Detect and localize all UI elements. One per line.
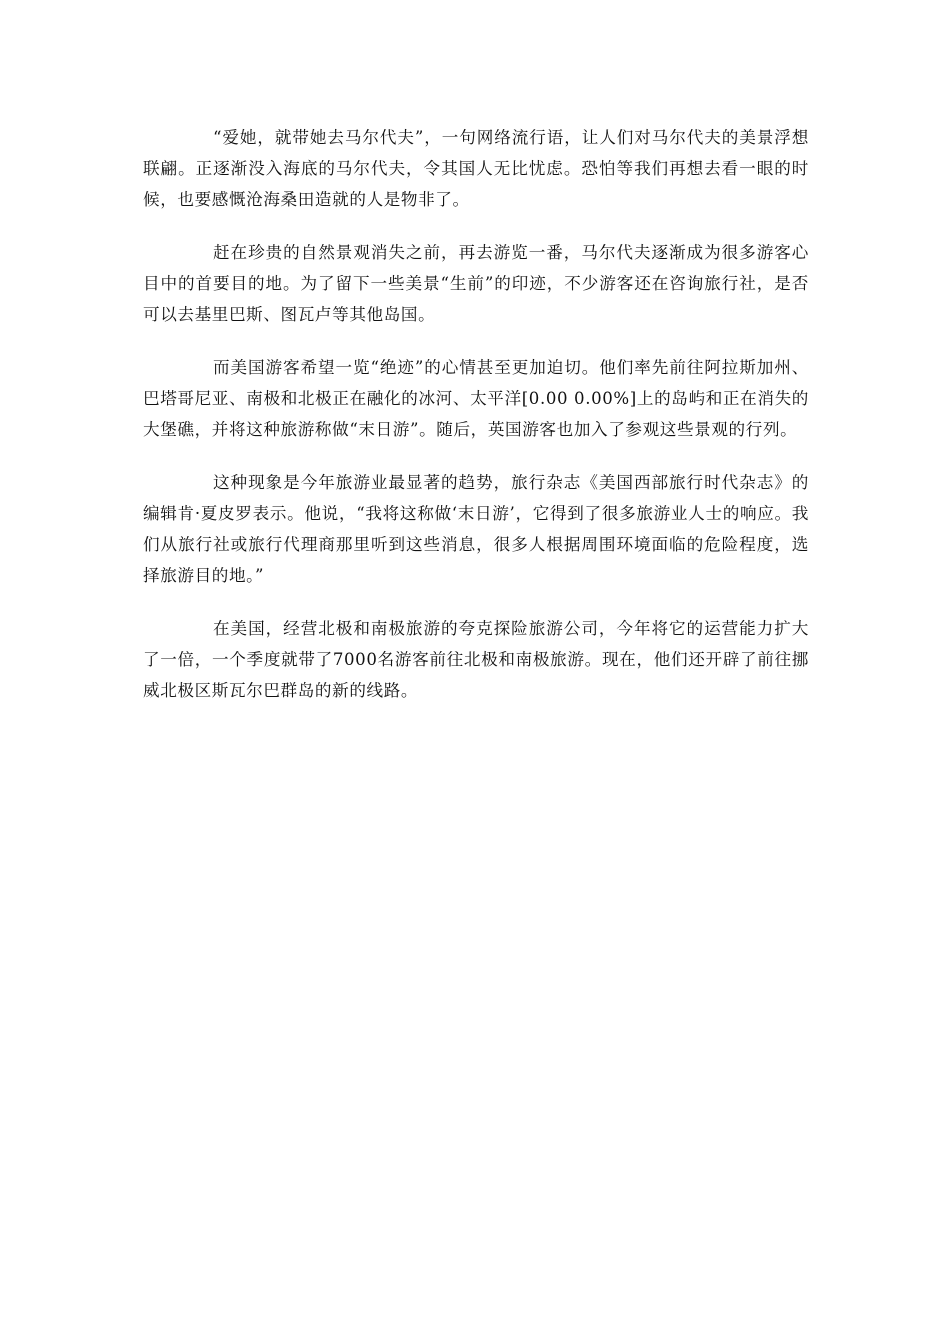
paragraph-1: “爱她，就带她去马尔代夫”，一句网络流行语，让人们对马尔代夫的美景浮想联翩。正逐渐没入海底的马尔代夫，令其国人无比忧虑。恐怕等我们再想去看一眼的时候，也要感慨沧海桑田造就的人是物非了。: [143, 128, 809, 209]
paragraph-2: 赶在珍贵的自然景观消失之前，再去游览一番，马尔代夫逐渐成为很多游客心目中的首要目的地。为了留下一些美景“生前”的印迹，不少游客还在咨询旅行社，是否可以去基里巴斯、图瓦卢等其他岛国。: [143, 243, 809, 324]
document-body: [143, 122, 809, 728]
paragraph-5: 在美国，经营北极和南极旅游的夸克探险旅游公司，今年将它的运营能力扩大了一倍，一个季度就带了7000名游客前往北极和南极旅游。现在，他们还开辟了前往挪威北极区斯瓦尔巴群岛的新的线路。: [143, 619, 809, 700]
paragraph-3: 而美国游客希望一览“绝迹”的心情甚至更加迫切。他们率先前往阿拉斯加州、巴塔哥尼亚、南极和北极正在融化的冰河、太平洋[0.00 0.00%]上的岛屿和正在消失的大堡礁，并将这种旅游称做“末日游”。随后，英国游客也加入了参观这些景观的行列。: [143, 358, 809, 439]
paragraph-4: 这种现象是今年旅游业最显著的趋势，旅行杂志《美国西部旅行时代杂志》的编辑肯·夏皮罗表示。他说，“我将这称做‘末日游’，它得到了很多旅游业人士的响应。我们从旅行社或旅行代理商那里听到这些消息，很多人根据周围环境面临的危险程度，选择旅游目的地。”: [143, 473, 809, 585]
